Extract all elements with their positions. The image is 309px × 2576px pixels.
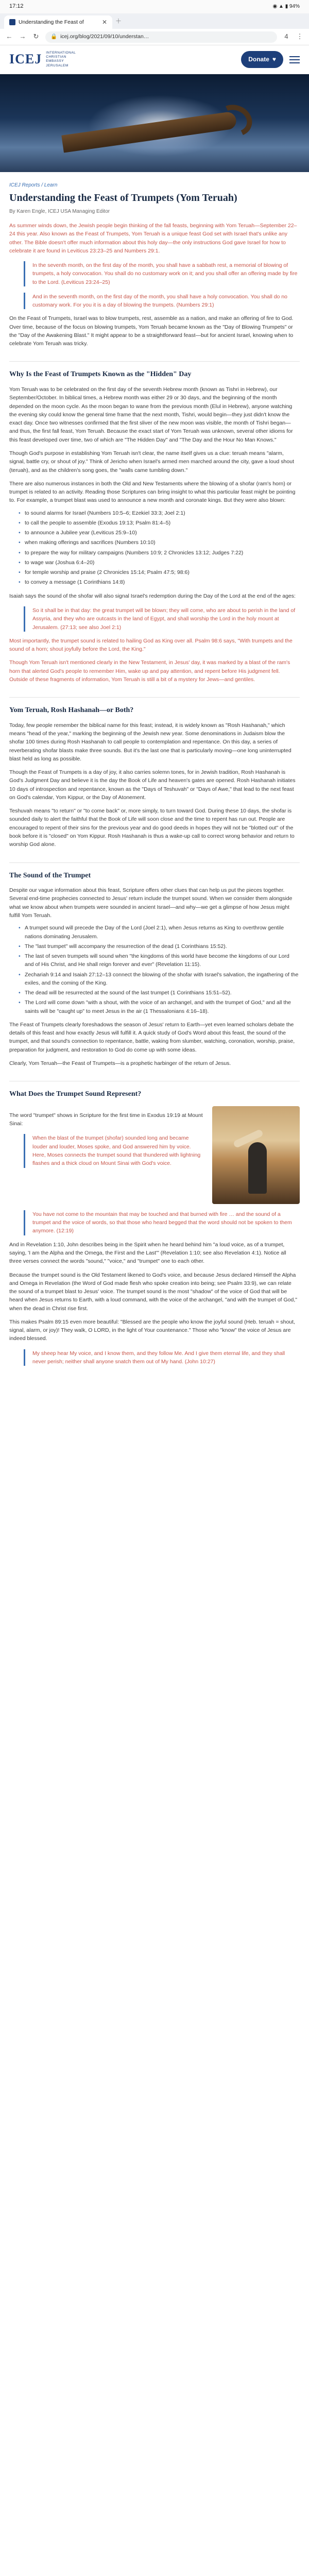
status-time: 17:12 — [9, 3, 24, 10]
list-item: • to announce a Jubilee year (Leviticus 25:9–10) — [19, 529, 300, 537]
list-item: • The Lord will come down "with a shout, with the voice of an archangel, and with the trumpet of God," and all the saints will be "caught up" to meet Jesus in the air (1 Thessalonians 4:16–18). — [19, 998, 300, 1015]
address-bar — [0, 29, 309, 45]
new-tab-icon[interactable]: ＋ — [115, 17, 122, 25]
paragraph: Most importantly, the trumpet sound is related to hailing God as King over all. Psalm 98:6 says, "With trumpets and the sound of a horn; shout joyfully before the Lord, the King." — [9, 637, 293, 653]
url-field[interactable] — [45, 31, 277, 43]
tab-close-icon[interactable]: ✕ — [101, 18, 107, 26]
list-item: • The last of seven trumpets will sound when "the kingdoms of this world have become the kingdoms of our Lord and of His Christ, and He shall reign forever and ever" (Revelation 11:15). — [19, 952, 300, 969]
paragraph: The Feast of Trumpets clearly foreshadows the season of Jesus' return to Earth—yet even learned scholars debate the details of this feast and how exactly Jesus will fulfill it. A quick study of God's Word about this feast, the sound of the trumpet, and that sound's connection to repentance, battle, waking from slumber, watching, coronation, worship, praise, preparation for judgment, and restoration to God do come up with some ideas. — [9, 1021, 295, 1053]
lock-icon: 🔒 — [50, 33, 58, 40]
status-icons: ◉ ▲ ▮ 94% — [272, 4, 300, 10]
paragraph: There are also numerous instances in both the Old and New Testaments where the blowing of a shofar (ram's horn) or trumpet is related to an activity. Reading those Scriptures can bring insight to what this particular feast might be pointing to. For example, a trumpet blast was used to announce a new month and coronate kings. But they were also blown: — [9, 480, 296, 504]
quote-exodus: When the blast of the trumpet (shofar) sounded long and became louder and louder, Moses spoke, and God answered him by voice. Here, Moses connects the trumpet sound that thundered with lightning flashes and a thick cloud on Mount Sinai with God's voice. — [24, 1134, 205, 1167]
quote-hebrews: You have not come to the mountain that may be touched and that burned with fire … and the sound of a trumpet and the voice of words, so that those who heard begged that the word should not be spoken to them anymore. (12:19) — [24, 1210, 300, 1235]
list-item: • to sound alarms for Israel (Numbers 10:5–6; Ezekiel 33:3; Joel 2:1) — [19, 509, 300, 517]
list-item: • to call the people to assemble (Exodus 19:13; Psalm 81:4–5) — [19, 519, 300, 527]
paragraph: Today, few people remember the biblical name for this feast; instead, it is widely known as "Rosh Hashanah," which means "head of the year," marking the beginning of the Jewish new year. Some denominations in Judaism blow the shofar 100 times during Rosh Hashanah to call people to contemplation and repentance. On this day, a series of reverberating shofar blasts make three sounds. But it's the last one that is particularly moving—one long uninterrupted blast held as long as possible. — [9, 722, 291, 762]
list-item: • A trumpet sound will precede the Day of the Lord (Joel 2:1), when Jesus returns as King to overthrow gentile nations dominating Jerusalem. — [19, 924, 300, 941]
list-item: • to wage war (Joshua 6:4–20) — [19, 558, 300, 567]
list-item: • The "last trumpet" will accompany the resurrection of the dead (1 Corinthians 15:52). — [19, 942, 300, 951]
hero-image — [0, 74, 309, 172]
trumpet-figure-row — [9, 1106, 300, 1204]
paragraph: Yom Teruah was to be celebrated on the first day of the seventh Hebrew month (known as Tishri in Hebrew), our September/October. In biblical times, a Hebrew month was either 29 or 30 days, and the beginning of the month depended on the moon cycle. As the moon began to wane from the previous month (Elul in Hebrew), anyone watching the evening sky could know the general time frame that the next month, Tishri, would begin—they just didn't know the exact day. Once two witnesses confirmed that the first sliver of the new moon was visible, the month of Tishri began—and thus, the first fall feast, Yom Teruah. Because the exact start of Yom Teruah was unknown, several other idioms for this feast developed over time, two of which are "The Hidden Day" and "The Day and the Hour No Man Knows." — [9, 386, 293, 443]
paragraph: Clearly, Yom Teruah—the Feast of Trumpets—is a prophetic harbinger of the return of Jesus. — [9, 1060, 231, 1066]
list-item: • to convey a message (1 Corinthians 14:8) — [19, 578, 300, 586]
list-item: • The dead will be resurrected at the sound of the last trumpet (1 Corinthians 15:51–52). — [19, 989, 300, 997]
browser-tab-strip — [0, 13, 309, 29]
article — [0, 181, 309, 1376]
quote-isaiah: So it shall be in that day: the great trumpet will be blown; they will come, who are about to perish in the land of Assyria, and they who are outcasts in the land of Egypt, and shall worship the Lord in the holy mount at Jerusalem. (27:13; see also Joel 2:1) — [24, 606, 300, 632]
browser-tab[interactable] — [4, 15, 112, 29]
tab-count-icon[interactable]: 4 — [284, 32, 288, 41]
list-item: • for temple worship and praise (2 Chronicles 15:14; Psalm 47:5; 98:6) — [19, 568, 300, 577]
section-heading-sound: The Sound of the Trumpet — [9, 862, 300, 882]
intro-paragraph: As summer winds down, the Jewish people begin thinking of the fall feasts, beginning with Yom Teruah—September 22–24 this year. Also known as the Feast of Trumpets, Yom Teruah is a unique feast God set with Israel that's unlike any other. The Bible doesn't offer much information about this holy day—the only instructions God gave Israel for how to celebrate it are found in Leviticus 23:23–25 and Numbers 29:1. — [9, 223, 297, 254]
site-logo[interactable] — [9, 49, 82, 70]
man-blowing-shofar-image — [212, 1106, 300, 1204]
tab-title: Understanding the Feast of — [19, 19, 84, 25]
section-heading-represent: What Does the Trumpet Sound Represent? — [9, 1081, 300, 1100]
quote-john: My sheep hear My voice, and I know them, and they follow Me. And I give them eternal life, and they shall never perish; neither shall anyone snatch them out of My hand. (John 10:27) — [24, 1349, 300, 1366]
breadcrumb[interactable]: ICEJ Reports / Learn — [9, 182, 58, 188]
list-item: • to prepare the way for military campaigns (Numbers 10:9; 2 Chronicles 13:12; Judges 7:22) — [19, 549, 300, 557]
byline: By Karen Engle, ICEJ USA Managing Editor — [9, 208, 110, 214]
paragraph: On the Feast of Trumpets, Israel was to blow trumpets, rest, assemble as a nation, and make an offering of fire to God. Over time, because of the focus on blowing trumpets, Yom Teruah became known as the "Day of Blowing Trumpets" or the "Day of the Awakening Blast." It might appear to be a straightforward feast—but for ancient Israel, knowing when to celebrate Yom Teruah was tricky. — [9, 315, 294, 347]
url-text: icej.org/blog/2021/09/10/understan… — [60, 33, 149, 40]
back-icon[interactable]: ← — [6, 32, 13, 41]
quote-numbers: And in the seventh month, on the first day of the month, you shall have a holy convocation. You shall do no customary work. For you it is a day of blowing the trumpets. (Numbers 29:1) — [24, 293, 300, 310]
spacer — [9, 1366, 300, 1376]
paragraph: Because the trumpet sound is the Old Testament likened to God's voice, and because Jesus declared Himself the Alpha and Omega in Revelation (the Word of God made flesh who spoke creation into being; see Psalm 33:9), we can relate the sound of a trumpet blast to Jesus' voice. The trumpet sound is the most "shadow" of the voice of God that will be heard when Jesus returns to Earth, with a loud command, with the voice of the archangel, "and with the trumpet of God," when the dead in Christ rise first. — [9, 1272, 298, 1312]
favicon-icon — [9, 19, 15, 25]
prophecy-list — [9, 924, 300, 1015]
paragraph: The word "trumpet" shows in Scripture for the first time in Exodus 19:19 at Mount Sinai: — [9, 1112, 203, 1127]
paragraph: Though the Feast of Trumpets is a day of joy, it also carries solemn tones, for in Jewish tradition, Rosh Hashanah is God's Judgment Day and believe it is the day the Book of Life and heaven's gates are opened. Rosh Hashanah initiates 10 days of introspection and repentance, known as the "Days of Teshuvah" or "Days of Awe," that lead to the next feast on God's calendar, Yom Kippur, or the Day of Atonement. — [9, 769, 296, 801]
paragraph: Though Yom Teruah isn't mentioned clearly in the New Testament, in Jesus' day, it was marked by a blast of the ram's horn that alerted God's people to remember Him, wake up and pay attention, and repent before His judgment fell. Outside of these fragments of information, Yom Teruah is still a bit of a mystery for Jews—and gentiles. — [9, 659, 290, 683]
hamburger-menu-icon[interactable] — [289, 56, 300, 63]
site-header — [0, 45, 309, 74]
list-item: • Zechariah 9:14 and Isaiah 27:12–13 connect the blowing of the shofar with Israel's salvation, the ingathering of the exiles, and the coming of the King. — [19, 971, 300, 988]
trumpet-uses-list — [9, 509, 300, 587]
paragraph: Isaiah says the sound of the shofar will also signal Israel's redemption during the Day of the Lord at the end of the ages: — [9, 592, 296, 599]
forward-icon[interactable]: → — [19, 32, 26, 41]
logo-subtitle: INTERNATIONAL CHRISTIAN EMBASSY JERUSALEM — [46, 50, 76, 67]
paragraph: This makes Psalm 89:15 even more beautiful: "Blessed are the people who know the joyful sound (Heb. teruah = shout, signal, alarm, or joy)! They walk, O LORD, in the light of Your countenance." Those who "know" the voice of Jesus are indeed blessed. — [9, 1318, 296, 1342]
logo-mark: ICEJ — [9, 52, 42, 67]
reload-icon[interactable]: ↻ — [33, 32, 39, 41]
heart-icon: ♥ — [272, 56, 276, 63]
paragraph: And in Revelation 1:10, John describes being in the Spirit when he heard behind him "a loud voice, as of a trumpet, saying, 'I am the Alpha and the Omega, the First and the Last'" (Revelation 1:10; see also Revelation 4:1). Notice all three verses connect the words "sound," "voice," and "trumpet" one to each other. — [9, 1241, 286, 1265]
paragraph: Teshuvah means "to return" or "to come back" or, more simply, to turn toward God. During these 10 days, the shofar is sounded daily to alert the faithful that the Book of Life will soon close and the time to repent has run out. People are encouraged to repent of their sins for the previous year and do good deeds in hopes they will not be "blotted out" of the book before it is "closed" on Yom Kippur. Rosh Hashanah is thus a wake-up call to correct wrong behavior and return to worship God alone. — [9, 808, 295, 848]
section-heading-hidden-day: Why Is the Feast of Trumpets Known as the "Hidden" Day — [9, 361, 300, 380]
menu-dots-icon[interactable]: ⋮ — [296, 32, 303, 41]
quote-leviticus: In the seventh month, on the first day of the month, you shall have a sabbath rest, a memorial of blowing of trumpets, a holy convocation. You shall do no customary work on it; and you shall offer an offering made by fire to the Lord. (Leviticus 23:24–25) — [24, 261, 300, 286]
donate-label: Donate — [248, 56, 269, 63]
page-title: Understanding the Feast of Trumpets (Yom Teruah) — [9, 192, 237, 204]
paragraph: Though God's purpose in establishing Yom Teruah isn't clear, the name itself gives us a clue: teruah means "alarm, signal, battle cry, or shout of joy." Think of Jericho when Israel's armed men marched around the city, gave a loud shout (teruah), and as the children's song goes, the "walls came tumbling down." — [9, 450, 294, 473]
status-bar — [0, 0, 309, 13]
section-heading-rosh-hashanah: Yom Teruah, Rosh Hashanah—or Both? — [9, 697, 300, 716]
person-silhouette — [248, 1142, 267, 1194]
donate-button[interactable] — [241, 51, 283, 68]
site-actions — [241, 51, 300, 68]
list-item: • when making offerings and sacrifices (Numbers 10:10) — [19, 538, 300, 547]
figure-text — [9, 1106, 205, 1204]
paragraph: Despite our vague information about this feast, Scripture offers other clues that can help us put the pieces together. Several end-time prophecies connected to Jesus' return include the trumpet sound. When we consider them alongside what we know about when trumpets were sounded in ancient Israel—and why—we get a glimpse of how Jesus might fulfill Yom Teruah. — [9, 887, 293, 919]
